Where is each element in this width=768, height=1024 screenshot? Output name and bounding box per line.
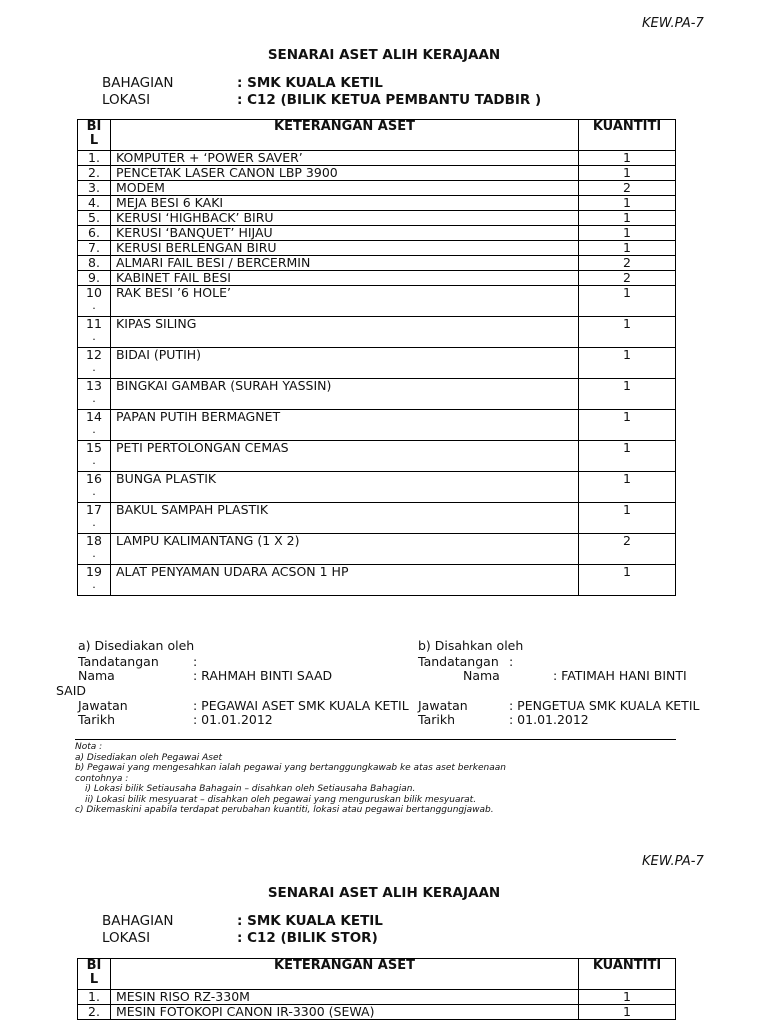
asset-description: RAK BESI ’6 HOLE’ (111, 286, 579, 317)
row-number-dot: . (92, 329, 96, 343)
asset-quantity: 2 (579, 181, 676, 196)
asset-description: PENCETAK LASER CANON LBP 3900 (111, 166, 579, 181)
column-header-bil: BI L (78, 959, 111, 990)
asset-description: KERUSI ‘HIGHBACK’ BIRU (111, 211, 579, 226)
position-value-left: : PEGAWAI ASET SMK KUALA KETIL (193, 698, 409, 713)
asset-quantity: 1 (579, 410, 676, 441)
row-number-dot: . (92, 484, 96, 498)
position-value-right: : PENGETUA SMK KUALA KETIL (509, 698, 700, 713)
note-line: i) Lokasi bilik Setiausaha Bahagain – disahkan oleh Setiausaha Bahagian. (85, 784, 416, 794)
asset-description: KERUSI BERLENGAN BIRU (111, 241, 579, 256)
asset-quantity: 1 (579, 211, 676, 226)
note-line: ii) Lokasi bilik mesyuarat – disahkan oleh pegawai yang menguruskan bilik mesyuarat. (85, 794, 477, 805)
name-label-right: Nama (463, 668, 500, 683)
table-row (78, 226, 676, 241)
asset-quantity: 1 (579, 151, 676, 166)
table-row (78, 256, 676, 271)
asset-quantity: 1 (579, 472, 676, 503)
row-number: 5. (78, 211, 111, 226)
note-line: contohnya : (75, 773, 129, 784)
asset-description: BUNGA PLASTIK (111, 472, 579, 503)
column-header-quantity: KUANTITI (579, 959, 676, 990)
signature-colon-right: : (509, 654, 514, 669)
table-row (78, 441, 676, 472)
asset-description: KOMPUTER + ‘POWER SAVER’ (111, 151, 579, 166)
asset-table-body-page2 (78, 990, 676, 1020)
table-row (78, 241, 676, 256)
row-number-dot: . (92, 422, 96, 436)
asset-description: MODEM (111, 181, 579, 196)
note-line: c) Dikemaskini apabila terdapat perubahan kuantiti, lokasi atau pegawai bertanggungjawab. (75, 805, 494, 815)
asset-description: MEJA BESI 6 KAKI (111, 196, 579, 211)
row-number: 14 . (78, 410, 111, 441)
date-value-left: : 01.01.2012 (193, 712, 273, 727)
bahagian-value: : SMK KUALA KETIL (237, 75, 383, 91)
asset-quantity: 1 (579, 1005, 676, 1020)
asset-quantity: 1 (579, 503, 676, 534)
asset-quantity: 2 (579, 271, 676, 286)
asset-description: BAKUL SAMPAH PLASTIK (111, 503, 579, 534)
name-value-left: : RAHMAH BINTI SAAD (193, 668, 333, 683)
notes-divider (75, 739, 676, 740)
position-label-left: Jawatan (78, 698, 128, 713)
row-number: 3. (78, 181, 111, 196)
asset-description: KABINET FAIL BESI (111, 271, 579, 286)
table-row (78, 317, 676, 348)
table-row (78, 271, 676, 286)
asset-quantity: 1 (579, 441, 676, 472)
row-number: 2. (78, 1005, 111, 1020)
row-number: 12 . (78, 348, 111, 379)
row-number: 6. (78, 226, 111, 241)
table-row (78, 211, 676, 226)
table-row (78, 286, 676, 317)
asset-description: ALMARI FAIL BESI / BERCERMIN (111, 256, 579, 271)
asset-quantity: 1 (579, 286, 676, 317)
bahagian-label: BAHAGIAN (102, 75, 174, 91)
signature-colon-left: : (193, 654, 198, 669)
table-row (78, 379, 676, 410)
table-row (78, 1005, 676, 1020)
name-label-left: Nama (78, 668, 115, 683)
row-number-dot: . (92, 453, 96, 467)
asset-description: PETI PERTOLONGAN CEMAS (111, 441, 579, 472)
asset-quantity: 1 (579, 166, 676, 181)
row-number: 18 . (78, 534, 111, 565)
notes-block (75, 742, 506, 816)
lokasi-label: LOKASI (102, 92, 151, 108)
table-row (78, 166, 676, 181)
asset-quantity: 1 (579, 317, 676, 348)
row-number-dot: . (92, 515, 96, 529)
note-line: Nota : (75, 742, 103, 752)
column-header-description: KETERANGAN ASET (111, 959, 579, 990)
asset-quantity: 1 (579, 241, 676, 256)
date-label-left: Tarikh (78, 712, 115, 727)
date-value-right: : 01.01.2012 (509, 712, 589, 727)
row-number: 17 . (78, 503, 111, 534)
asset-table (77, 119, 676, 596)
row-number-dot: . (92, 298, 96, 312)
row-number-dot: . (92, 391, 96, 405)
asset-description: MESIN RISO RZ-330M (111, 990, 579, 1005)
asset-quantity: 1 (579, 990, 676, 1005)
table-row (78, 151, 676, 166)
lokasi-value-page2: : C12 (BILIK STOR) (237, 930, 378, 946)
column-header-quantity: KUANTITI (579, 120, 676, 151)
asset-quantity: 1 (579, 196, 676, 211)
signature-label-right: Tandatangan (418, 654, 499, 669)
column-header-bil: BI L (78, 120, 111, 151)
signature-label-left: Tandatangan (78, 654, 159, 669)
asset-description: MESIN FOTOKOPI CANON IR-3300 (SEWA) (111, 1005, 579, 1020)
prepared-by-heading: a) Disediakan oleh (78, 638, 195, 653)
row-number: 16 . (78, 472, 111, 503)
lokasi-value: : C12 (BILIK KETUA PEMBANTU TADBIR ) (237, 92, 542, 108)
bahagian-value-page2: : SMK KUALA KETIL (237, 913, 383, 929)
asset-description: PAPAN PUTIH BERMAGNET (111, 410, 579, 441)
asset-description: LAMPU KALIMANTANG (1 X 2) (111, 534, 579, 565)
asset-quantity: 1 (579, 226, 676, 241)
page-title-page2: SENARAI ASET ALIH KERAJAAN (267, 885, 501, 901)
form-code-page2: KEW.PA-7 (642, 854, 704, 869)
row-number-dot: . (92, 360, 96, 374)
row-number-dot: . (92, 577, 96, 591)
name-value-right-continued: SAID (56, 683, 87, 698)
row-number: 19 . (78, 565, 111, 596)
table-row (78, 565, 676, 596)
table-row (78, 348, 676, 379)
row-number-dot: . (92, 546, 96, 560)
note-line: a) Disediakan oleh Pegawai Aset (75, 752, 223, 763)
bahagian-label-page2: BAHAGIAN (102, 913, 174, 929)
row-number: 15 . (78, 441, 111, 472)
approved-by-heading: b) Disahkan oleh (418, 638, 524, 653)
name-value-right: : FATIMAH HANI BINTI (553, 668, 687, 683)
asset-table-page2 (77, 958, 676, 1020)
asset-quantity: 2 (579, 256, 676, 271)
asset-quantity: 1 (579, 565, 676, 596)
row-number: 4. (78, 196, 111, 211)
row-number: 9. (78, 271, 111, 286)
table-row (78, 181, 676, 196)
table-row (78, 534, 676, 565)
asset-description: KERUSI ‘BANQUET’ HIJAU (111, 226, 579, 241)
row-number: 10 . (78, 286, 111, 317)
row-number: 2. (78, 166, 111, 181)
date-label-right: Tarikh (418, 712, 455, 727)
row-number: 11 . (78, 317, 111, 348)
page-title: SENARAI ASET ALIH KERAJAAN (267, 47, 501, 63)
table-row (78, 503, 676, 534)
asset-table-body (78, 151, 676, 596)
asset-description: ALAT PENYAMAN UDARA ACSON 1 HP (111, 565, 579, 596)
row-number: 7. (78, 241, 111, 256)
asset-quantity: 1 (579, 348, 676, 379)
row-number: 1. (78, 990, 111, 1005)
lokasi-label-page2: LOKASI (102, 930, 151, 946)
row-number: 8. (78, 256, 111, 271)
note-line: b) Pegawai yang mengesahkan ialah pegawai yang bertanggungkawab ke atas aset berkenaan (75, 763, 506, 773)
asset-description: KIPAS SILING (111, 317, 579, 348)
row-number: 1. (78, 151, 111, 166)
asset-description: BINGKAI GAMBAR (SURAH YASSIN) (111, 379, 579, 410)
asset-description: BIDAI (PUTIH) (111, 348, 579, 379)
asset-quantity: 2 (579, 534, 676, 565)
column-header-description: KETERANGAN ASET (111, 120, 579, 151)
form-code: KEW.PA-7 (642, 16, 704, 31)
table-row (78, 196, 676, 211)
table-row (78, 990, 676, 1005)
asset-quantity: 1 (579, 379, 676, 410)
table-row (78, 472, 676, 503)
table-row (78, 410, 676, 441)
position-label-right: Jawatan (418, 698, 468, 713)
row-number: 13 . (78, 379, 111, 410)
